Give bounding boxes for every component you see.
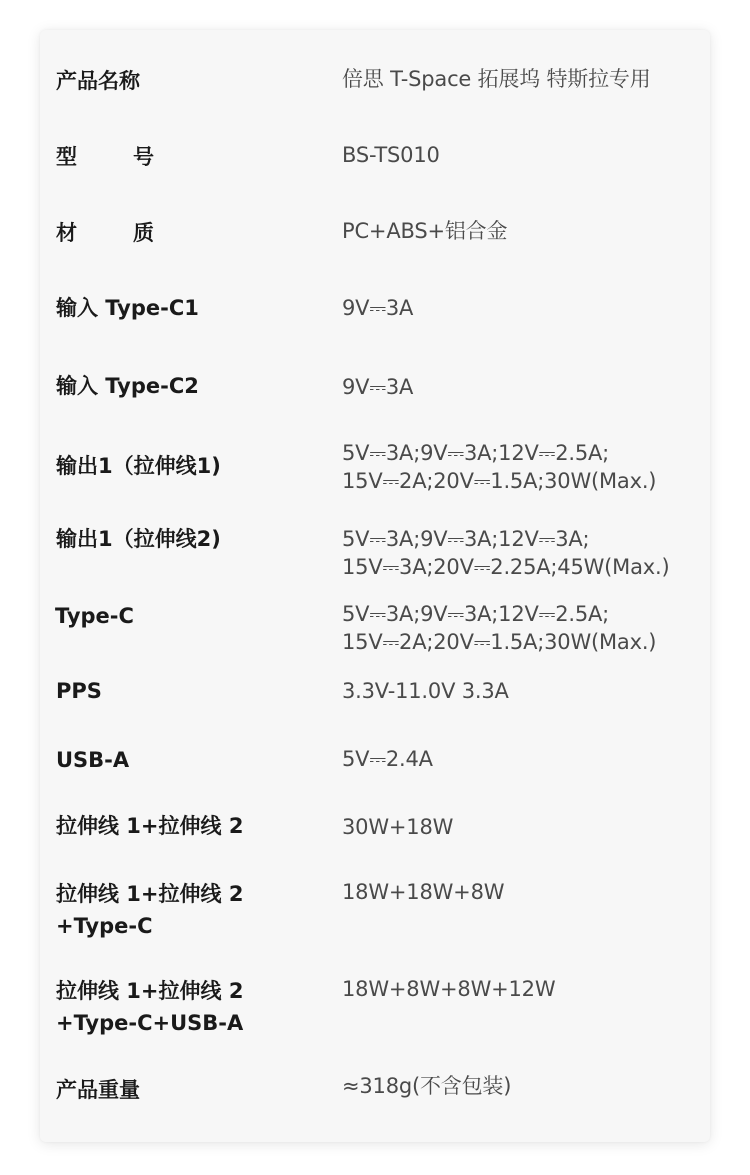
spec-value: 18W+8W+8W+12W [342, 977, 556, 1001]
spec-label: 拉伸线 1+拉伸线 2 +Type-C+USB-A [56, 979, 244, 1035]
spec-value: 9V⎓3A [342, 296, 414, 320]
spec-label: 型号 [56, 145, 154, 169]
spec-value: 18W+18W+8W [342, 880, 505, 904]
spec-value: ≈318g(不含包装) [342, 1074, 512, 1098]
spec-label: 输入 Type-C2 [56, 374, 199, 398]
spec-label: 拉伸线 1+拉伸线 2 +Type-C [56, 882, 244, 938]
spec-label: 输出1（拉伸线1) [56, 454, 221, 478]
spec-value: 倍思 T-Space 拓展坞 特斯拉专用 [342, 67, 651, 91]
spec-value: PC+ABS+铝合金 [342, 219, 508, 243]
spec-value: 5V⎓3A;9V⎓3A;12V⎓2.5A; 15V⎓2A;20V⎓1.5A;30W(Max.) [342, 441, 657, 493]
spec-value: 30W+18W [342, 815, 454, 839]
spec-label: 材质 [56, 221, 154, 245]
spec-label: 输入 Type-C1 [56, 296, 199, 320]
spec-value: 5V⎓3A;9V⎓3A;12V⎓3A; 15V⎓3A;20V⎓2.25A;45W(Max.) [342, 527, 670, 579]
spec-value: 9V⎓3A [342, 375, 414, 399]
spec-label: 输出1（拉伸线2) [56, 527, 221, 551]
spec-value: 5V⎓2.4A [342, 747, 433, 771]
spec-label: Type-C [55, 604, 134, 628]
spec-value: BS-TS010 [342, 143, 440, 167]
spec-table [40, 30, 710, 1142]
spec-label: 拉伸线 1+拉伸线 2 [56, 814, 244, 838]
spec-value: 3.3V-11.0V 3.3A [342, 679, 509, 703]
spec-label: 产品重量 [56, 1078, 140, 1102]
spec-label: USB-A [56, 748, 130, 772]
spec-label: 产品名称 [56, 69, 140, 93]
spec-value: 5V⎓3A;9V⎓3A;12V⎓2.5A; 15V⎓2A;20V⎓1.5A;30W(Max.) [342, 602, 657, 654]
spec-label: PPS [56, 679, 102, 703]
